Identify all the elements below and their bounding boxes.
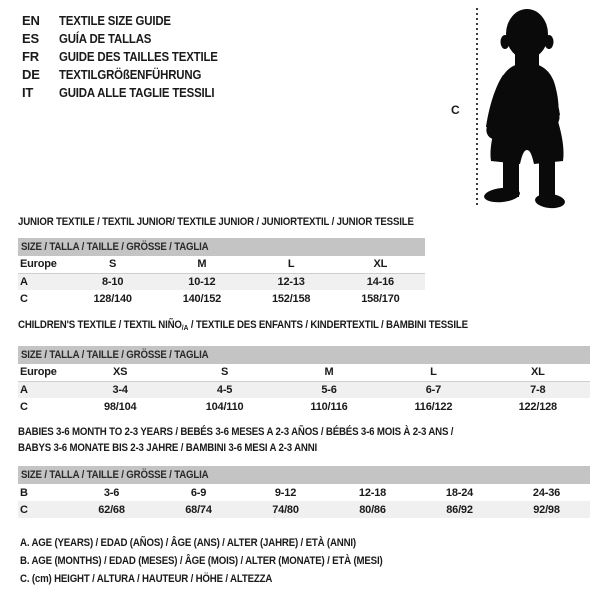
size-cell: M (157, 256, 246, 273)
language-row-it (22, 84, 239, 102)
size-cell: XL (336, 256, 425, 273)
language-code: ES (22, 31, 39, 46)
size-header-label: SIZE / TALLA / TAILLE / GRÖSSE / TAGLIA (21, 349, 209, 361)
row-label: C (18, 501, 68, 518)
language-row-de (22, 66, 239, 84)
size-cell: 68/74 (155, 501, 242, 518)
size-cell: 158/170 (361, 292, 400, 305)
language-code: DE (22, 67, 40, 82)
size-cell: L (247, 256, 336, 273)
table-row-europe (18, 256, 425, 273)
table-header-bar (18, 346, 590, 364)
language-row-es (22, 30, 239, 48)
baby-silhouette-image (483, 5, 575, 211)
size-cell: 3-6 (103, 486, 120, 499)
row-label: A (18, 273, 68, 290)
table-row-age (18, 381, 590, 398)
babies-size-table (18, 466, 590, 518)
size-cell: 74/80 (242, 501, 329, 518)
height-measure-dotted-line (476, 8, 478, 205)
language-list (22, 12, 239, 102)
children-size-table (18, 346, 590, 415)
size-cell: 9-12 (274, 486, 297, 499)
size-cell: 80/86 (329, 501, 416, 518)
language-title: GUIDA ALLE TAGLIE TESSILI (59, 85, 215, 100)
language-title: GUÍA DE TALLAS (59, 31, 152, 46)
subscript-text: /A (181, 323, 189, 332)
footnotes (20, 534, 432, 588)
size-cell: 140/152 (182, 292, 222, 305)
table-header-bar (18, 466, 590, 484)
table-row-europe (18, 364, 590, 381)
language-code: IT (22, 85, 34, 100)
table-row-age-months (18, 484, 590, 501)
size-cell: 122/128 (518, 400, 557, 413)
language-code: FR (22, 49, 39, 64)
size-cell: 7-8 (486, 381, 590, 398)
footnote-b: B. AGE (MONTHS) / EDAD (MESES) / ÂGE (MOIS) / ALTER (MONATE) / ETÀ (MESI) (20, 555, 383, 567)
size-cell: XS (68, 364, 172, 381)
language-title: GUIDE DES TAILLES TEXTILE (59, 49, 218, 64)
size-cell: S (68, 256, 157, 273)
size-cell: 4-5 (172, 381, 276, 398)
size-cell: M (277, 364, 381, 381)
size-cell: 116/122 (414, 400, 453, 413)
table-row-height (18, 290, 425, 307)
footnote-a: A. AGE (YEARS) / EDAD (AÑOS) / ÂGE (ANS) / ALTER (JAHRE) / ETÀ (ANNI) (20, 537, 356, 549)
size-cell: 92/98 (503, 501, 590, 518)
table-header-bar (18, 238, 425, 256)
size-cell: 18-24 (445, 486, 474, 499)
language-row-fr (22, 48, 239, 66)
size-cell: 6-9 (190, 486, 207, 499)
row-label: C (20, 292, 28, 305)
size-cell: L (381, 364, 485, 381)
section-title-junior: JUNIOR TEXTILE / TEXTIL JUNIOR/ TEXTILE JUNIOR / JUNIORTEXTIL / JUNIOR TESSILE (18, 216, 414, 228)
size-cell: 110/116 (310, 400, 348, 413)
size-cell: 98/104 (103, 400, 137, 413)
language-row-en (22, 12, 239, 30)
row-label: A (18, 381, 68, 398)
size-header-label: SIZE / TALLA / TAILLE / GRÖSSE / TAGLIA (21, 469, 209, 481)
language-code: EN (22, 13, 40, 28)
size-cell: S (172, 364, 276, 381)
row-label: Europe (18, 364, 68, 381)
size-cell: 86/92 (416, 501, 503, 518)
language-title: TEXTILGRÖßENFÜHRUNG (59, 67, 202, 82)
row-label: Europe (18, 256, 68, 273)
size-cell: 6-7 (381, 381, 485, 398)
size-cell: 14-16 (336, 273, 425, 290)
table-row-age (18, 273, 425, 290)
size-cell: XL (486, 364, 590, 381)
size-cell: 62/68 (68, 501, 155, 518)
section-title-babies: BABIES 3-6 MONTH TO 2-3 YEARS / BEBÉS 3-6 MESES A 2-3 AÑOS / BÉBÉS 3-6 MOIS À 2-3 ANS / BABYS 3-6 MONATE BIS 2-3 JAHRE / BAMBINI 3-6 MESI A 2-3 ANNI (18, 426, 454, 454)
size-cell: 10-12 (157, 273, 246, 290)
height-measure-label: C (451, 103, 460, 117)
size-cell: 12-13 (247, 273, 336, 290)
table-row-height (18, 501, 590, 518)
footnote-c: C. (cm) HEIGHT / ALTURA / HAUTEUR / HÖHE / ALTEZZA (20, 573, 273, 585)
size-cell: 104/110 (205, 400, 244, 413)
size-header-label: SIZE / TALLA / TAILLE / GRÖSSE / TAGLIA (21, 241, 209, 253)
junior-size-table (18, 238, 425, 307)
table-row-height (18, 398, 590, 415)
size-cell: 5-6 (277, 381, 381, 398)
row-label: B (20, 486, 28, 499)
size-cell: 128/140 (93, 292, 132, 305)
size-cell: 12-18 (358, 486, 387, 499)
row-label: C (20, 400, 28, 413)
size-cell: 24-36 (532, 486, 561, 499)
section-title-children: CHILDREN'S TEXTILE / TEXTIL $NIÑO_{/A}$ / TEXTILE DES ENFANTS / KINDERTEXTIL / BAMBINI TESSILE (18, 319, 468, 332)
size-cell: 152/158 (271, 292, 311, 305)
size-cell: 3-4 (68, 381, 172, 398)
size-cell: 8-10 (68, 273, 157, 290)
language-title: TEXTILE SIZE GUIDE (59, 13, 171, 28)
